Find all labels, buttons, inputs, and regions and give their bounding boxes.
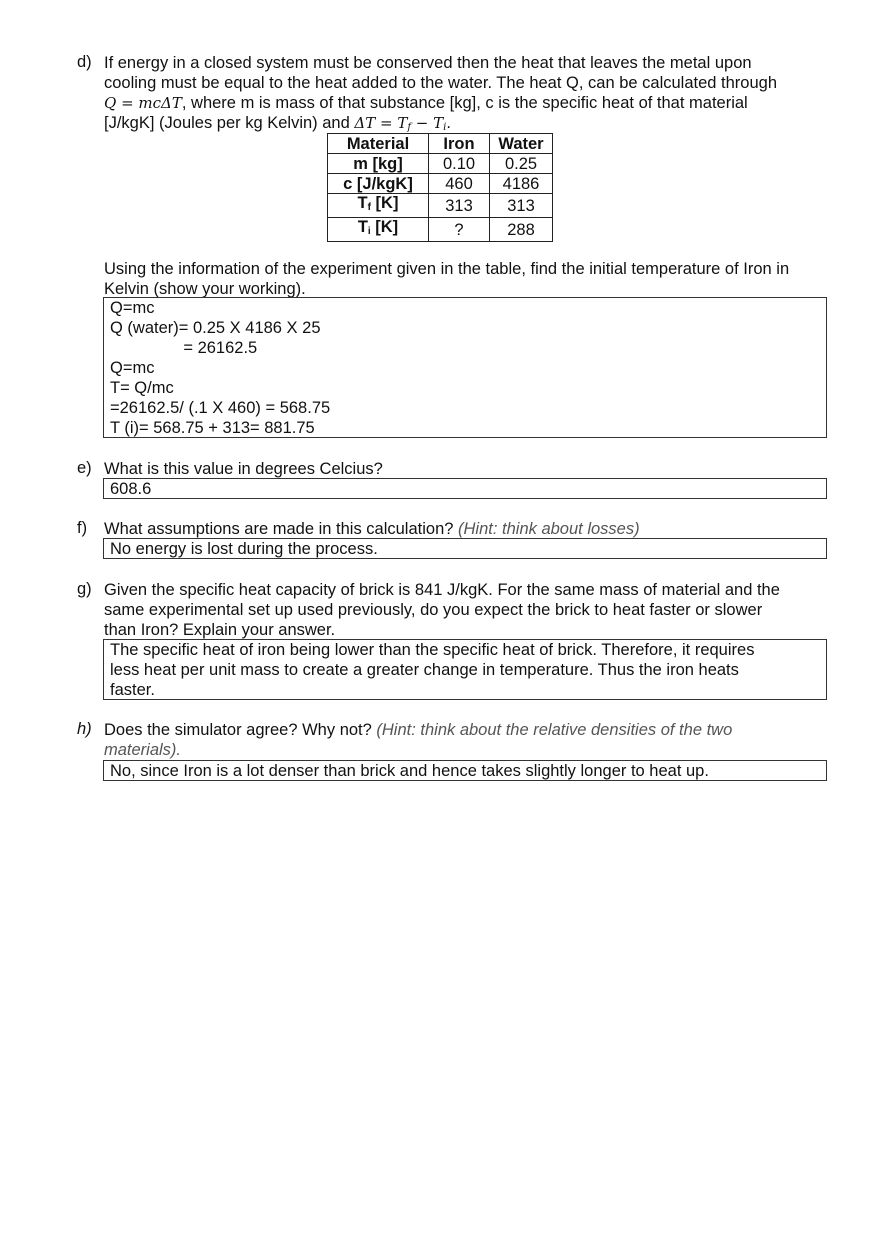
question-d-line-1: If energy in a closed system must be conserved then the heat that leaves the metal upon (104, 54, 752, 72)
table-row (328, 218, 553, 242)
material-table (327, 133, 553, 242)
table-header-material: Material (328, 134, 429, 154)
row-label: c [J/kgK] (328, 174, 429, 194)
delta-t-formula: $\Delta T = T_f - T_i$ (354, 114, 447, 133)
question-g-text: Given the specific heat capacity of brick is 841 J/kgK. For the same mass of material and the same experimental set up used previously, do you expect the brick to heat faster or slower than Iron? Explain your answer. (104, 581, 780, 639)
answer-e-field[interactable] (103, 478, 827, 499)
iron-value: 0.10 (429, 154, 490, 174)
answer-d-field[interactable] (103, 297, 827, 438)
table-row (328, 174, 553, 194)
iron-value: ? (429, 218, 490, 242)
table-row (328, 194, 553, 218)
iron-value: 313 (429, 194, 490, 218)
answer-e-text: 608.6 (110, 480, 152, 498)
water-value: 4186 (490, 174, 553, 194)
question-e-text: What is this value in degrees Celcius? (104, 460, 383, 478)
answer-f-field[interactable] (103, 538, 827, 559)
answer-d-line: =26162.5/ (.1 X 460) = 568.75 (110, 399, 331, 417)
heat-formula: Q = mcΔT (104, 94, 182, 112)
question-d-letter: d) (77, 53, 92, 71)
question-f-letter: f) (77, 519, 88, 537)
table-row (328, 154, 553, 174)
question-h-text: Does the simulator agree? Why not? (Hint: think about the relative densities of the two materials). (104, 721, 733, 759)
iron-value: 460 (429, 174, 490, 194)
question-e-letter: e) (77, 459, 92, 477)
water-value: 288 (490, 218, 553, 242)
row-label: $T_f$ [K] (328, 194, 429, 218)
question-h-letter: h) (77, 720, 92, 738)
answer-d-line: T (i)= 568.75 + 313= 881.75 (110, 419, 315, 437)
answer-g-line: faster. (110, 681, 155, 699)
question-d-line-4: [J/kgK] (Joules per kg Kelvin) and $\Delta T = T_f - T_i$. (104, 114, 451, 133)
answer-g-line: less heat per unit mass to create a greater change in temperature. Thus the iron heats (110, 661, 739, 679)
answer-d-line: = 26162.5 (110, 339, 258, 357)
row-label: $T_i$ [K] (328, 218, 429, 242)
question-g-letter: g) (77, 580, 92, 598)
answer-g-field[interactable] (103, 639, 827, 700)
question-f-text: What assumptions are made in this calculation? (Hint: think about losses) (104, 520, 640, 538)
answer-g-line: The specific heat of iron being lower than the specific heat of brick. Therefore, it requires (110, 641, 755, 659)
question-f-hint: (Hint: think about losses) (458, 520, 640, 538)
answer-d-line: T= Q/mc (110, 379, 174, 397)
question-h-hint: (Hint: think about the relative densities of the two (376, 721, 733, 739)
answer-h-text: No, since Iron is a lot denser than brick and hence takes slightly longer to heat up. (110, 762, 709, 780)
answer-h-field[interactable] (103, 760, 827, 781)
question-d-line-2: cooling must be equal to the heat added to the water. The heat Q, can be calculated through (104, 74, 777, 92)
answer-f-text: No energy is lost during the process. (110, 540, 378, 558)
table-header-iron: Iron (429, 134, 490, 154)
answer-d-line: Q (water)= 0.25 X 4186 X 25 (110, 319, 321, 337)
table-header-row (328, 134, 553, 154)
table-header-water: Water (490, 134, 553, 154)
question-d-text (104, 53, 834, 138)
question-d-line-3: Q = mcΔT, where m is mass of that substance [kg], c is the specific heat of that material (104, 94, 748, 112)
answer-d-line: Q=mc (110, 299, 155, 317)
question-d-instruction: Using the information of the experiment given in the table, find the initial temperature of Iron in Kelvin (show your working). (104, 260, 790, 298)
row-label: m [kg] (328, 154, 429, 174)
water-value: 313 (490, 194, 553, 218)
answer-d-line: Q=mc (110, 359, 155, 377)
water-value: 0.25 (490, 154, 553, 174)
